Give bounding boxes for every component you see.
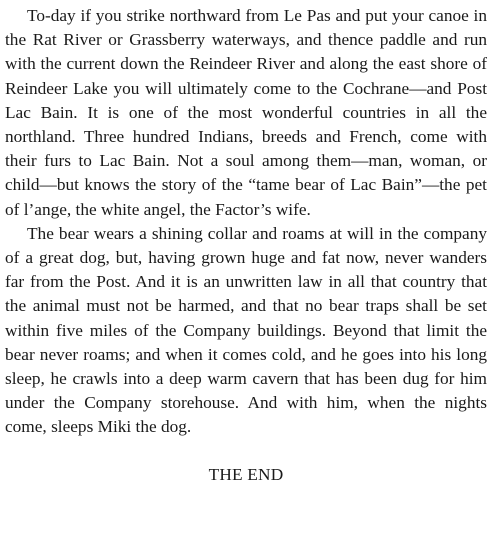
paragraph-bear-collar: The bear wears a shining collar and roams at will in the company of a great dog, but, having grown huge and fat now, never wanders far from the Post. And it is an unwritten law in all that country that the animal must not be harmed, and that no bear traps shall be set within five miles of the Company buildings. Beyond that limit the bear never roams; and when it comes cold, and he goes into his long sleep, he crawls into a deep warm cavern that has been dug for him under the Company storehouse. And with him, when the nights come, sleeps Miki the dog. <box>5 223 487 437</box>
the-end-label: THE END <box>208 464 284 484</box>
paragraph-lac-bain: To-day if you strike northward from Le Pas and put your canoe in the Rat River or Grassberry waterways, and thence paddle and run with the current down the Reindeer River and along the east shore of Reindeer Lake you will ultimately come to the Cochrane—and Post Lac Bain. It is one of the most wonderful countries in all the northland. Three hundred Indians, breeds and French, come with their furs to Lac Bain. Not a soul among them—man, woman, or child—but knows the story of the “tame bear of Lac Bain”—the pet of l’ange, the white angel, the Factor’s wife. <box>5 6 487 219</box>
